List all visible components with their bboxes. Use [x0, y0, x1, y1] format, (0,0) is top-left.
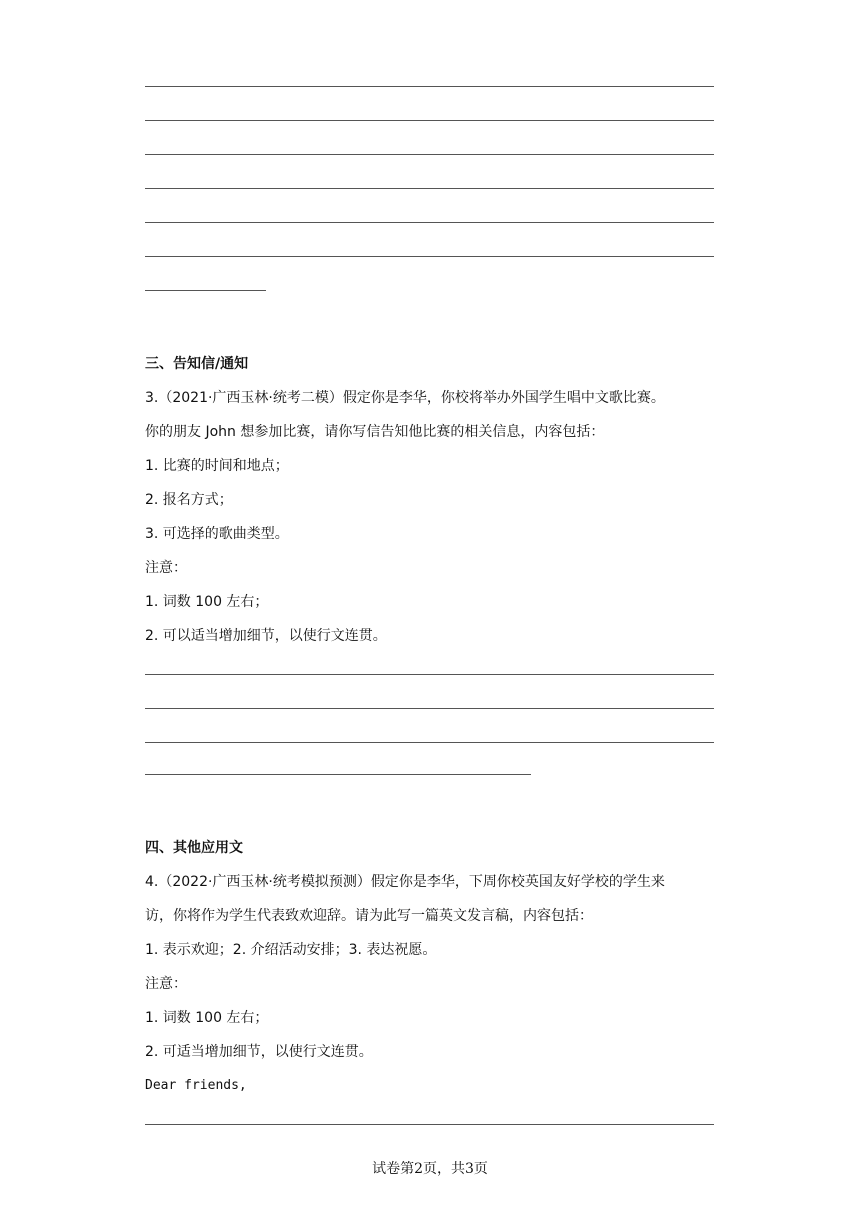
question-3-note-2: 2. 可以适当增加细节，以使行文连贯。 — [145, 628, 387, 644]
question-3-item-3: 3. 可选择的歌曲类型。 — [145, 526, 289, 542]
question-3-note-1: 1. 词数 100 左右； — [145, 594, 269, 610]
answer-line — [145, 674, 714, 675]
letter-salutation: Dear friends, — [145, 1078, 247, 1093]
question-4-note-2: 2. 可适当增加细节，以使行文连贯。 — [145, 1044, 373, 1060]
answer-line — [145, 188, 714, 189]
question-3-prompt-line-1: 3.（2021·广西玉林·统考二模）假定你是李华，你校将举办外国学生唱中文歌比赛。 — [145, 390, 665, 406]
answer-line — [145, 222, 714, 223]
question-3-prompt-line-2: 你的朋友 John 想参加比赛，请你写信告知他比赛的相关信息，内容包括： — [145, 424, 605, 440]
question-3-note-label: 注意： — [145, 560, 187, 576]
answer-line — [145, 256, 714, 257]
section-heading-other: 四、其他应用文 — [145, 840, 243, 856]
question-4-note-label: 注意： — [145, 976, 187, 992]
answer-line — [145, 742, 714, 743]
question-4-prompt-line-2: 访，你将作为学生代表致欢迎辞。请为此写一篇英文发言稿，内容包括： — [145, 908, 593, 924]
section-heading-notice: 三、告知信/通知 — [145, 356, 249, 372]
question-4-prompt-line-1: 4.（2022·广西玉林·统考模拟预测）假定你是李华，下周你校英国友好学校的学生来 — [145, 874, 665, 890]
answer-line — [145, 154, 714, 155]
page-footer: 试卷第2页，共3页 — [372, 1161, 488, 1177]
question-3-item-2: 2. 报名方式； — [145, 492, 233, 508]
answer-line — [145, 86, 714, 87]
answer-line-short — [145, 290, 266, 291]
answer-line — [145, 120, 714, 121]
question-4-note-1: 1. 词数 100 左右； — [145, 1010, 269, 1026]
answer-line-short — [145, 774, 531, 775]
question-3-item-1: 1. 比赛的时间和地点； — [145, 458, 289, 474]
question-4-items: 1. 表示欢迎；2. 介绍活动安排；3. 表达祝愿。 — [145, 942, 437, 958]
answer-line — [145, 708, 714, 709]
answer-line — [145, 1124, 714, 1125]
